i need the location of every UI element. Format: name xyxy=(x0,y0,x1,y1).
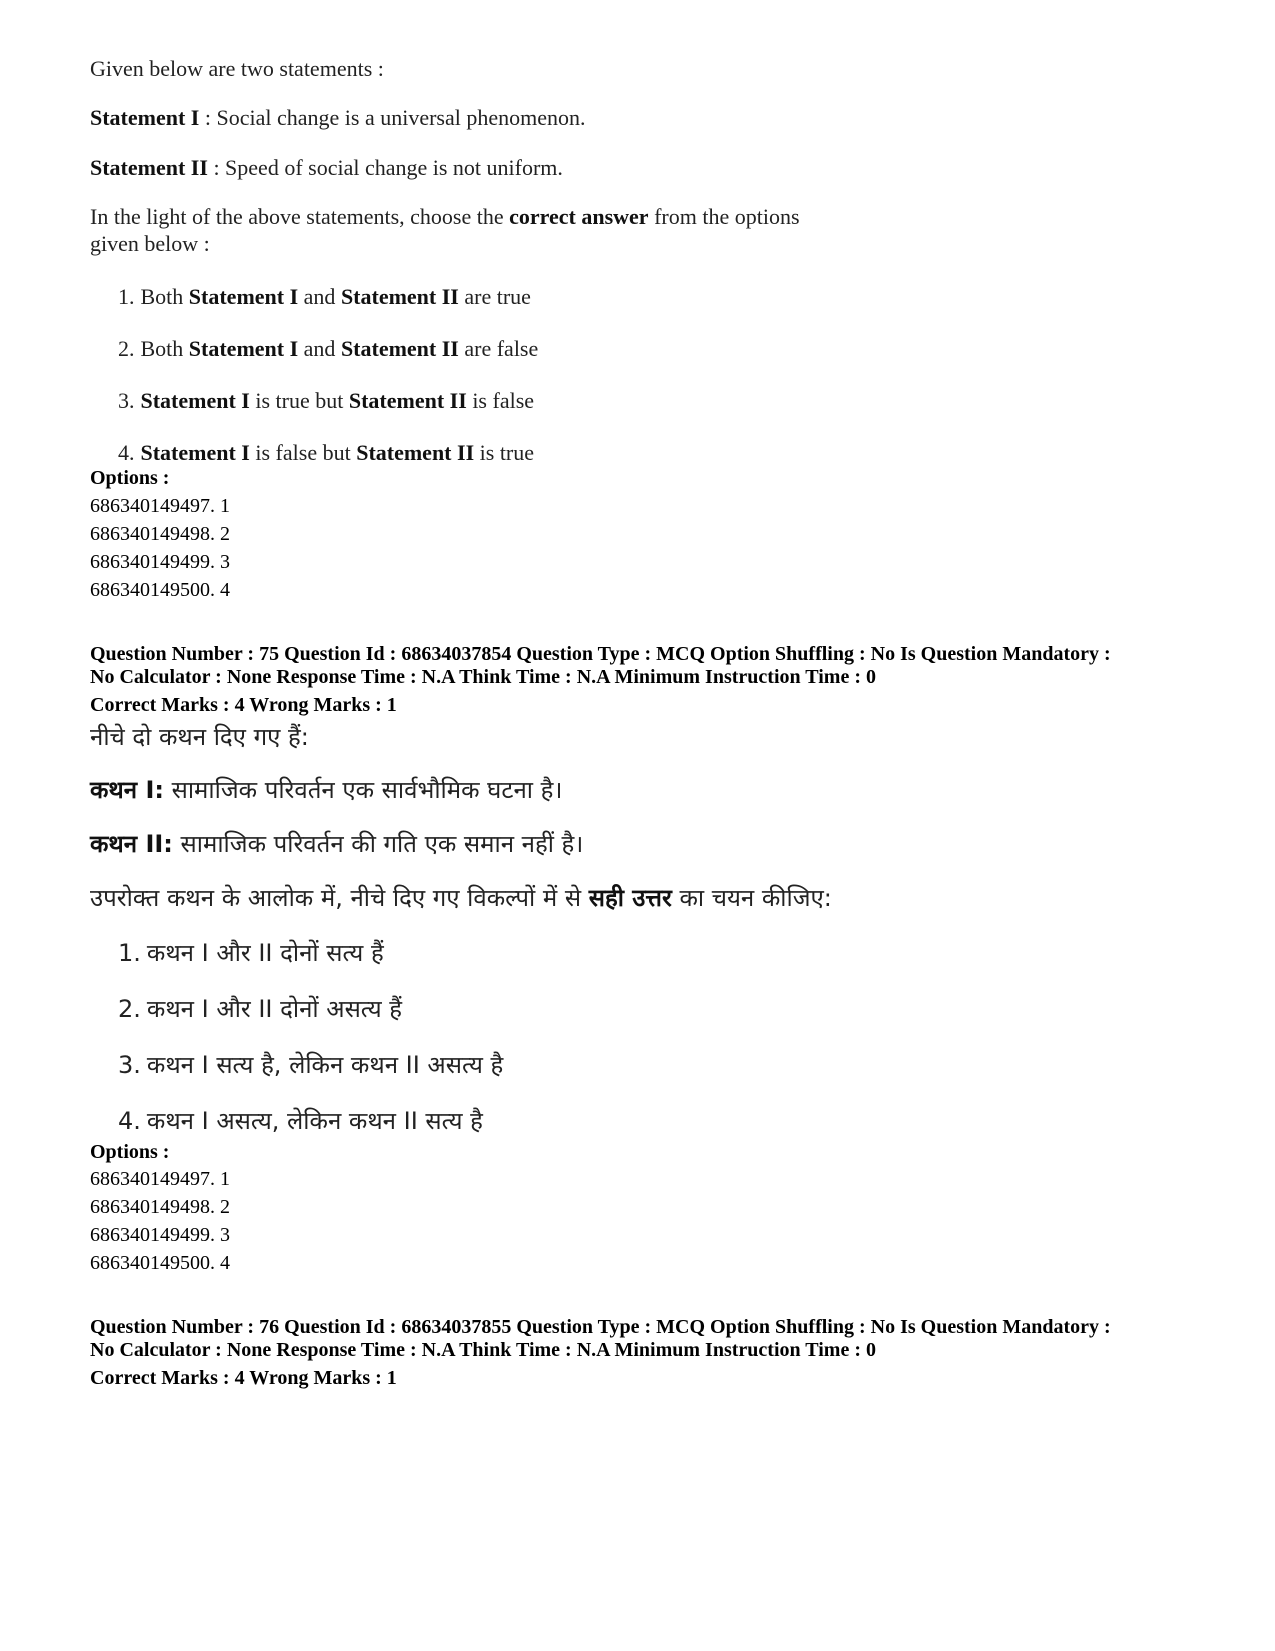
q75-hindi-statement-1 xyxy=(90,775,562,805)
q74-instruction xyxy=(90,203,800,231)
choice-text: कथन I सत्य है, लेकिन कथन II असत्य है xyxy=(146,1051,504,1079)
choice-emphasis: Statement II xyxy=(348,388,467,413)
instruction-text: from the options xyxy=(648,204,800,229)
choice-number: 2. xyxy=(118,336,135,361)
q74-option-id-3: 686340149499. 3 xyxy=(90,551,230,573)
choice-text: is true but xyxy=(249,388,349,413)
statement-label: कथन I: xyxy=(90,776,164,804)
choice-text: and xyxy=(298,284,341,309)
choice-emphasis: Statement II xyxy=(340,336,459,361)
statement-label: कथन II: xyxy=(90,830,173,858)
instruction-text: उपरोक्त कथन के आलोक में, नीचे दिए गए विकल्पों में से xyxy=(90,884,589,912)
choice-text: कथन I असत्य, लेकिन कथन II सत्य है xyxy=(146,1107,483,1135)
statement-text: सामाजिक परिवर्तन की गति एक समान नहीं है। xyxy=(172,830,584,858)
q75-meta-line-1: Question Number : 75 Question Id : 68634037854 Question Type : MCQ Option Shuffling : No Is Question Mandatory : xyxy=(90,643,1111,665)
q75-option-id-2: 686340149498. 2 xyxy=(90,1196,230,1218)
q75-hindi-choice-1 xyxy=(118,938,384,968)
q75-option-id-1: 686340149497. 1 xyxy=(90,1168,230,1190)
choice-emphasis: Statement I xyxy=(140,440,250,465)
q75-hindi-choice-3 xyxy=(118,1050,503,1080)
choice-number: 4. xyxy=(118,440,135,465)
choice-text: is true xyxy=(474,440,535,465)
choice-text: and xyxy=(298,336,341,361)
instruction-text: In the light of the above statements, choose the xyxy=(90,204,510,229)
choice-text: are true xyxy=(458,284,531,309)
choice-text: are false xyxy=(458,336,539,361)
q74-choice-2 xyxy=(118,335,538,363)
q74-option-id-4: 686340149500. 4 xyxy=(90,579,230,601)
q74-choice-4 xyxy=(118,439,534,467)
q74-option-id-1: 686340149497. 1 xyxy=(90,495,230,517)
choice-text: Both xyxy=(140,336,189,361)
q75-marks: Correct Marks : 4 Wrong Marks : 1 xyxy=(90,694,397,716)
choice-number: 1. xyxy=(118,939,141,967)
q75-hindi-instruction xyxy=(90,883,832,913)
q75-hindi-intro: नीचे दो कथन दिए गए हैं: xyxy=(90,723,309,751)
q75-options-label: Options : xyxy=(90,1141,170,1163)
q75-hindi-choice-2 xyxy=(118,994,402,1024)
statement-label: Statement II xyxy=(90,155,208,180)
q74-statement-2 xyxy=(90,154,563,182)
choice-number: 3. xyxy=(118,388,135,413)
choice-text: is false xyxy=(466,388,535,413)
instruction-text: का चयन कीजिए: xyxy=(671,884,832,912)
q76-meta-line-1: Question Number : 76 Question Id : 68634037855 Question Type : MCQ Option Shuffling : No Is Question Mandatory : xyxy=(90,1316,1111,1338)
instruction-emphasis: correct answer xyxy=(509,204,649,229)
q75-option-id-3: 686340149499. 3 xyxy=(90,1224,230,1246)
statement-text: : Speed of social change is not uniform. xyxy=(207,155,563,180)
q76-marks: Correct Marks : 4 Wrong Marks : 1 xyxy=(90,1367,397,1389)
q75-hindi-choice-4 xyxy=(118,1106,483,1136)
q75-meta-line-2: No Calculator : None Response Time : N.A Think Time : N.A Minimum Instruction Time : 0 xyxy=(90,666,876,688)
statement-text: सामाजिक परिवर्तन एक सार्वभौमिक घटना है। xyxy=(163,776,563,804)
choice-text: कथन I और II दोनों असत्य हैं xyxy=(146,995,403,1023)
choice-number: 3. xyxy=(118,1051,141,1079)
q74-instruction-line2: given below : xyxy=(90,231,210,256)
choice-text: कथन I और II दोनों सत्य हैं xyxy=(146,939,384,967)
choice-emphasis: Statement I xyxy=(188,284,299,309)
choice-text: Both xyxy=(140,284,189,309)
choice-emphasis: Statement II xyxy=(356,440,475,465)
q74-intro: Given below are two statements : xyxy=(90,56,384,81)
choice-emphasis: Statement I xyxy=(188,336,299,361)
choice-emphasis: Statement I xyxy=(140,388,250,413)
q74-options-label: Options : xyxy=(90,467,170,489)
q76-meta-line-2: No Calculator : None Response Time : N.A Think Time : N.A Minimum Instruction Time : 0 xyxy=(90,1339,876,1361)
q74-choice-3 xyxy=(118,387,534,415)
choice-emphasis: Statement II xyxy=(340,284,459,309)
statement-label: Statement I xyxy=(90,105,200,130)
q75-hindi-statement-2 xyxy=(90,829,583,859)
q74-option-id-2: 686340149498. 2 xyxy=(90,523,230,545)
statement-text: : Social change is a universal phenomenon. xyxy=(199,105,586,130)
q74-statement-1 xyxy=(90,104,586,132)
choice-number: 4. xyxy=(118,1107,141,1135)
instruction-emphasis: सही उत्तर xyxy=(588,884,672,912)
q75-option-id-4: 686340149500. 4 xyxy=(90,1252,230,1274)
q74-choice-1 xyxy=(118,283,531,311)
choice-text: is false but xyxy=(249,440,357,465)
choice-number: 2. xyxy=(118,995,141,1023)
choice-number: 1. xyxy=(118,284,135,309)
